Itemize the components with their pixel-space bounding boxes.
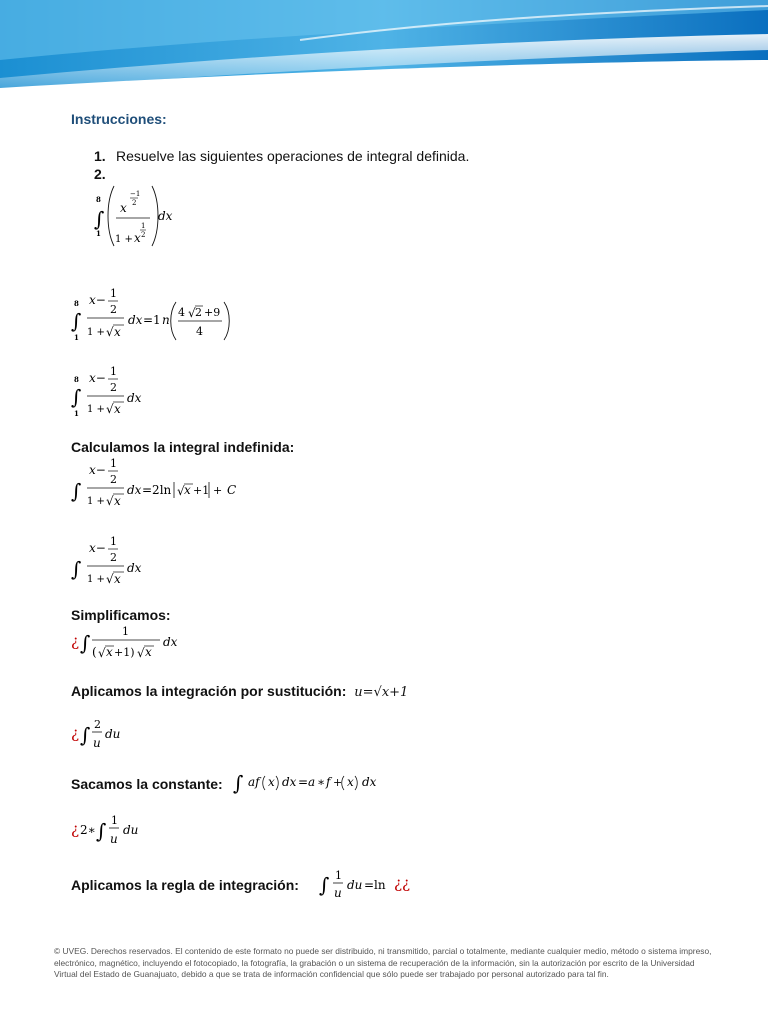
svg-text:¿¿: ¿¿	[394, 874, 411, 892]
svg-text:x: x	[145, 645, 152, 659]
svg-text:=ln: =ln	[364, 878, 386, 892]
equation-definite-result	[70, 284, 250, 348]
svg-text:u: u	[93, 736, 101, 750]
svg-text:4: 4	[178, 306, 185, 319]
svg-text:∫: ∫	[319, 873, 330, 897]
svg-text:∫: ∫	[96, 819, 107, 843]
svg-text:∗: ∗	[317, 775, 326, 789]
svg-text:1: 1	[96, 229, 101, 238]
svg-text:dx: dx	[127, 561, 142, 575]
svg-text:x: x	[134, 231, 141, 245]
indefinite-label: Calculamos la integral indefinida:	[71, 439, 295, 455]
svg-text:x: x	[106, 645, 113, 659]
svg-text:8: 8	[96, 195, 101, 204]
svg-text:x: x	[114, 402, 121, 416]
svg-text:du: du	[347, 878, 363, 892]
svg-text:∫: ∫	[94, 207, 105, 231]
svg-text:1: 1	[335, 869, 342, 882]
svg-text:x: x	[114, 572, 121, 586]
svg-text:x: x	[114, 325, 121, 339]
svg-text:u: u	[110, 832, 118, 846]
svg-text:+9: +9	[204, 306, 221, 319]
svg-text:x−: x−	[89, 463, 106, 477]
svg-text:dx: dx	[128, 313, 143, 327]
svg-text:du: du	[123, 823, 139, 837]
svg-text:1: 1	[110, 365, 117, 378]
svg-text:2: 2	[94, 718, 101, 731]
step-number: 2.	[94, 166, 106, 182]
svg-text:dx: dx	[282, 775, 297, 789]
svg-text:+: +	[333, 776, 343, 789]
instructions-title: Instrucciones:	[71, 111, 167, 127]
svg-text:¿: ¿	[71, 632, 80, 650]
svg-text:x: x	[268, 775, 275, 789]
svg-text:2: 2	[110, 303, 117, 316]
svg-text:2: 2	[195, 306, 202, 319]
svg-text:x−: x−	[89, 293, 106, 307]
svg-text:u: u	[334, 886, 342, 900]
svg-text:√: √	[106, 494, 114, 508]
step-1	[94, 148, 469, 164]
svg-text:2: 2	[132, 199, 137, 207]
svg-text:2: 2	[110, 551, 117, 564]
equation-simplified	[70, 622, 190, 664]
step-number: 1.	[94, 148, 106, 164]
svg-text:8: 8	[74, 375, 79, 384]
svg-text:=1: =1	[143, 313, 161, 327]
svg-text:¿: ¿	[71, 724, 80, 742]
rule-label: Aplicamos la regla de integración:	[71, 877, 299, 893]
svg-text:x: x	[120, 201, 127, 215]
svg-text:C: C	[227, 483, 237, 497]
svg-text:=2ln: =2ln	[142, 483, 172, 497]
svg-text:af: af	[248, 775, 260, 789]
svg-text:dx: dx	[158, 209, 173, 223]
svg-text:√: √	[188, 306, 196, 320]
svg-text:dx: dx	[127, 483, 142, 497]
svg-text:1: 1	[141, 222, 146, 230]
svg-text:dx: dx	[127, 391, 142, 405]
svg-text:x: x	[114, 494, 121, 508]
step-2	[94, 166, 116, 182]
svg-text:2: 2	[141, 231, 146, 239]
svg-text:dx: dx	[163, 635, 178, 649]
svg-text:a: a	[308, 775, 316, 789]
equation-integration-rule	[318, 866, 428, 904]
svg-text:1 +: 1 +	[87, 327, 105, 338]
svg-text:+1): +1)	[114, 646, 135, 659]
svg-text:√: √	[98, 646, 106, 660]
svg-text:1: 1	[74, 333, 79, 342]
svg-text:du: du	[105, 727, 121, 741]
substitution-expression: u=√x+1	[354, 685, 409, 700]
svg-text:1: 1	[110, 535, 117, 548]
svg-text:∫: ∫	[71, 309, 82, 333]
svg-text:∫: ∫	[80, 723, 91, 747]
svg-text:+1: +1	[193, 484, 210, 497]
svg-text:1 +: 1 +	[87, 574, 105, 585]
svg-text:¿: ¿	[71, 820, 80, 838]
equation-integral-original	[86, 182, 196, 252]
svg-text:−1: −1	[130, 190, 141, 198]
equation-constant-rule	[232, 768, 402, 798]
svg-text:∫: ∫	[233, 771, 244, 795]
svg-text:x: x	[184, 483, 191, 497]
simplify-label: Simplificamos:	[71, 607, 171, 623]
svg-text:8: 8	[74, 299, 79, 308]
svg-text:f: f	[326, 775, 331, 789]
svg-text:∫: ∫	[71, 557, 82, 581]
svg-text:(: (	[92, 645, 97, 659]
svg-text:√: √	[106, 325, 114, 339]
svg-text:1 +: 1 +	[87, 496, 105, 507]
svg-text:1 +: 1 +	[115, 234, 133, 245]
svg-text:∫: ∫	[80, 631, 91, 655]
svg-text:dx: dx	[362, 775, 377, 789]
equation-definite-integral	[70, 364, 160, 420]
equation-indefinite-result	[70, 456, 260, 512]
svg-text:1: 1	[74, 409, 79, 418]
svg-text:∫: ∫	[71, 479, 82, 503]
footer-copyright: © UVEG. Derechos reservados. El contenido de este formato no puede ser distribuido, ni transmitido, parcial o totalmente, mediante cualquier medio, método o sistema impreso, electrónico, magnético, incluyendo el fotocopiado, la fotografía, la grabación o un sistema de recuperación de la información, sin la autorización por escrito de la Universidad Virtual del Estado de Guanajuato, debido a que se trata de información confidencial que sólo puede ser trabajado por personal autorizado para tal fin.	[54, 946, 712, 979]
equation-substituted	[70, 714, 150, 754]
equation-indefinite-integral	[70, 534, 160, 590]
equation-constant-extracted	[70, 810, 160, 850]
svg-text:n: n	[162, 313, 170, 327]
svg-text:4: 4	[196, 325, 203, 338]
svg-text:∫: ∫	[71, 385, 82, 409]
svg-text:2: 2	[110, 381, 117, 394]
svg-text:√: √	[177, 484, 185, 498]
step-text: Resuelve las siguientes operaciones de integral definida.	[116, 148, 470, 164]
svg-text:1 +: 1 +	[87, 404, 105, 415]
svg-text:1: 1	[110, 457, 117, 470]
constant-label: Sacamos la constante:	[71, 776, 223, 792]
svg-text:2∗: 2∗	[80, 823, 96, 837]
svg-text:x−: x−	[89, 371, 106, 385]
svg-text:1: 1	[122, 625, 129, 638]
substitution-label	[71, 683, 408, 700]
svg-text:x−: x−	[89, 541, 106, 555]
svg-text:1: 1	[111, 814, 118, 827]
svg-text:√: √	[106, 402, 114, 416]
svg-text:+: +	[213, 484, 223, 497]
svg-text:=: =	[298, 775, 309, 789]
svg-text:2: 2	[110, 473, 117, 486]
svg-text:√: √	[137, 646, 145, 660]
svg-text:1: 1	[110, 287, 117, 300]
substitution-label-text: Aplicamos la integración por sustitución:	[71, 683, 347, 699]
svg-text:x: x	[347, 775, 354, 789]
svg-text:√: √	[106, 572, 114, 586]
